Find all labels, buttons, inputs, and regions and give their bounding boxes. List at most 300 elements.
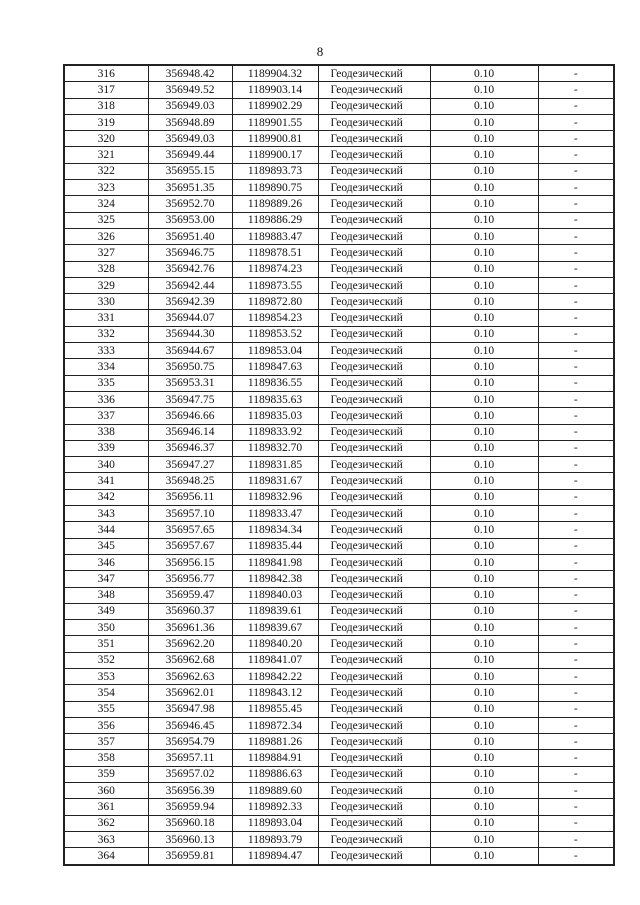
method-cell: Геодезический xyxy=(318,343,430,359)
description-cell: - xyxy=(538,212,614,228)
table-row xyxy=(64,636,614,652)
method-cell: Геодезический xyxy=(318,717,430,733)
y-coordinate-cell: 1189833.47 xyxy=(232,506,318,522)
table-row xyxy=(64,538,614,554)
method-cell: Геодезический xyxy=(318,587,430,603)
x-coordinate-cell: 356947.98 xyxy=(148,701,232,717)
point-number-cell: 354 xyxy=(64,685,148,701)
table-row xyxy=(64,424,614,440)
description-cell: - xyxy=(538,831,614,847)
error-cell: 0.10 xyxy=(430,783,538,799)
table-row xyxy=(64,343,614,359)
description-cell: - xyxy=(538,375,614,391)
description-cell: - xyxy=(538,636,614,652)
table-row xyxy=(64,506,614,522)
table-row xyxy=(64,766,614,782)
y-coordinate-cell: 1189833.92 xyxy=(232,424,318,440)
method-cell: Геодезический xyxy=(318,685,430,701)
method-cell: Геодезический xyxy=(318,750,430,766)
error-cell: 0.10 xyxy=(430,163,538,179)
point-number-cell: 350 xyxy=(64,620,148,636)
table-row xyxy=(64,82,614,98)
x-coordinate-cell: 356957.10 xyxy=(148,506,232,522)
x-coordinate-cell: 356942.76 xyxy=(148,261,232,277)
point-number-cell: 351 xyxy=(64,636,148,652)
y-coordinate-cell: 1189840.20 xyxy=(232,636,318,652)
table-row xyxy=(64,261,614,277)
error-cell: 0.10 xyxy=(430,196,538,212)
table-row xyxy=(64,163,614,179)
description-cell: - xyxy=(538,668,614,684)
error-cell: 0.10 xyxy=(430,228,538,244)
description-cell: - xyxy=(538,440,614,456)
method-cell: Геодезический xyxy=(318,375,430,391)
description-cell: - xyxy=(538,408,614,424)
method-cell: Геодезический xyxy=(318,326,430,342)
x-coordinate-cell: 356942.44 xyxy=(148,277,232,293)
error-cell: 0.10 xyxy=(430,359,538,375)
method-cell: Геодезический xyxy=(318,261,430,277)
table-row xyxy=(64,489,614,505)
description-cell: - xyxy=(538,196,614,212)
table-row xyxy=(64,717,614,733)
point-number-cell: 347 xyxy=(64,571,148,587)
y-coordinate-cell: 1189853.52 xyxy=(232,326,318,342)
y-coordinate-cell: 1189874.23 xyxy=(232,261,318,277)
table-row xyxy=(64,734,614,750)
y-coordinate-cell: 1189831.67 xyxy=(232,473,318,489)
coordinates-table-body xyxy=(64,65,614,865)
method-cell: Геодезический xyxy=(318,277,430,293)
description-cell: - xyxy=(538,457,614,473)
description-cell: - xyxy=(538,571,614,587)
error-cell: 0.10 xyxy=(430,440,538,456)
method-cell: Геодезический xyxy=(318,522,430,538)
y-coordinate-cell: 1189900.81 xyxy=(232,131,318,147)
y-coordinate-cell: 1189841.98 xyxy=(232,554,318,570)
y-coordinate-cell: 1189832.96 xyxy=(232,489,318,505)
point-number-cell: 317 xyxy=(64,82,148,98)
error-cell: 0.10 xyxy=(430,652,538,668)
description-cell: - xyxy=(538,180,614,196)
point-number-cell: 331 xyxy=(64,310,148,326)
error-cell: 0.10 xyxy=(430,734,538,750)
x-coordinate-cell: 356946.75 xyxy=(148,245,232,261)
y-coordinate-cell: 1189904.32 xyxy=(232,65,318,82)
description-cell: - xyxy=(538,98,614,114)
x-coordinate-cell: 356961.36 xyxy=(148,620,232,636)
error-cell: 0.10 xyxy=(430,766,538,782)
error-cell: 0.10 xyxy=(430,489,538,505)
y-coordinate-cell: 1189835.03 xyxy=(232,408,318,424)
error-cell: 0.10 xyxy=(430,147,538,163)
point-number-cell: 325 xyxy=(64,212,148,228)
y-coordinate-cell: 1189889.60 xyxy=(232,783,318,799)
x-coordinate-cell: 356947.75 xyxy=(148,391,232,407)
y-coordinate-cell: 1189903.14 xyxy=(232,82,318,98)
y-coordinate-cell: 1189839.67 xyxy=(232,620,318,636)
method-cell: Геодезический xyxy=(318,538,430,554)
method-cell: Геодезический xyxy=(318,489,430,505)
x-coordinate-cell: 356948.25 xyxy=(148,473,232,489)
x-coordinate-cell: 356946.66 xyxy=(148,408,232,424)
point-number-cell: 316 xyxy=(64,65,148,82)
table-row xyxy=(64,359,614,375)
point-number-cell: 342 xyxy=(64,489,148,505)
y-coordinate-cell: 1189886.63 xyxy=(232,766,318,782)
point-number-cell: 318 xyxy=(64,98,148,114)
x-coordinate-cell: 356960.18 xyxy=(148,815,232,831)
x-coordinate-cell: 356946.14 xyxy=(148,424,232,440)
error-cell: 0.10 xyxy=(430,701,538,717)
error-cell: 0.10 xyxy=(430,310,538,326)
method-cell: Геодезический xyxy=(318,212,430,228)
point-number-cell: 333 xyxy=(64,343,148,359)
point-number-cell: 353 xyxy=(64,668,148,684)
y-coordinate-cell: 1189842.38 xyxy=(232,571,318,587)
method-cell: Геодезический xyxy=(318,391,430,407)
error-cell: 0.10 xyxy=(430,277,538,293)
point-number-cell: 357 xyxy=(64,734,148,750)
error-cell: 0.10 xyxy=(430,685,538,701)
x-coordinate-cell: 356957.11 xyxy=(148,750,232,766)
x-coordinate-cell: 356962.63 xyxy=(148,668,232,684)
point-number-cell: 336 xyxy=(64,391,148,407)
method-cell: Геодезический xyxy=(318,831,430,847)
x-coordinate-cell: 356957.65 xyxy=(148,522,232,538)
error-cell: 0.10 xyxy=(430,326,538,342)
method-cell: Геодезический xyxy=(318,245,430,261)
table-row xyxy=(64,212,614,228)
table-row xyxy=(64,652,614,668)
y-coordinate-cell: 1189839.61 xyxy=(232,603,318,619)
y-coordinate-cell: 1189835.63 xyxy=(232,391,318,407)
point-number-cell: 344 xyxy=(64,522,148,538)
description-cell: - xyxy=(538,506,614,522)
x-coordinate-cell: 356944.67 xyxy=(148,343,232,359)
x-coordinate-cell: 356956.77 xyxy=(148,571,232,587)
table-row xyxy=(64,668,614,684)
error-cell: 0.10 xyxy=(430,668,538,684)
y-coordinate-cell: 1189836.55 xyxy=(232,375,318,391)
y-coordinate-cell: 1189893.79 xyxy=(232,831,318,847)
y-coordinate-cell: 1189901.55 xyxy=(232,114,318,130)
description-cell: - xyxy=(538,522,614,538)
method-cell: Геодезический xyxy=(318,98,430,114)
description-cell: - xyxy=(538,163,614,179)
error-cell: 0.10 xyxy=(430,620,538,636)
description-cell: - xyxy=(538,147,614,163)
error-cell: 0.10 xyxy=(430,554,538,570)
method-cell: Геодезический xyxy=(318,554,430,570)
method-cell: Геодезический xyxy=(318,506,430,522)
page-number: 8 xyxy=(316,44,324,59)
x-coordinate-cell: 356947.27 xyxy=(148,457,232,473)
error-cell: 0.10 xyxy=(430,375,538,391)
method-cell: Геодезический xyxy=(318,734,430,750)
description-cell: - xyxy=(538,359,614,375)
point-number-cell: 334 xyxy=(64,359,148,375)
x-coordinate-cell: 356951.40 xyxy=(148,228,232,244)
point-number-cell: 364 xyxy=(64,848,148,865)
table-row xyxy=(64,326,614,342)
table-row xyxy=(64,245,614,261)
table-row xyxy=(64,310,614,326)
coordinates-table xyxy=(63,64,615,866)
method-cell: Геодезический xyxy=(318,766,430,782)
x-coordinate-cell: 356953.31 xyxy=(148,375,232,391)
point-number-cell: 319 xyxy=(64,114,148,130)
y-coordinate-cell: 1189847.63 xyxy=(232,359,318,375)
description-cell: - xyxy=(538,799,614,815)
description-cell: - xyxy=(538,783,614,799)
y-coordinate-cell: 1189890.75 xyxy=(232,180,318,196)
description-cell: - xyxy=(538,587,614,603)
x-coordinate-cell: 356946.45 xyxy=(148,717,232,733)
description-cell: - xyxy=(538,65,614,82)
error-cell: 0.10 xyxy=(430,65,538,82)
method-cell: Геодезический xyxy=(318,701,430,717)
error-cell: 0.10 xyxy=(430,391,538,407)
table-row xyxy=(64,375,614,391)
point-number-cell: 349 xyxy=(64,603,148,619)
x-coordinate-cell: 356949.52 xyxy=(148,82,232,98)
y-coordinate-cell: 1189902.29 xyxy=(232,98,318,114)
point-number-cell: 360 xyxy=(64,783,148,799)
point-number-cell: 339 xyxy=(64,440,148,456)
point-number-cell: 335 xyxy=(64,375,148,391)
error-cell: 0.10 xyxy=(430,848,538,865)
x-coordinate-cell: 356948.89 xyxy=(148,114,232,130)
point-number-cell: 361 xyxy=(64,799,148,815)
description-cell: - xyxy=(538,620,614,636)
x-coordinate-cell: 356957.02 xyxy=(148,766,232,782)
description-cell: - xyxy=(538,245,614,261)
method-cell: Геодезический xyxy=(318,131,430,147)
point-number-cell: 332 xyxy=(64,326,148,342)
description-cell: - xyxy=(538,473,614,489)
error-cell: 0.10 xyxy=(430,636,538,652)
error-cell: 0.10 xyxy=(430,114,538,130)
table-row xyxy=(64,603,614,619)
x-coordinate-cell: 356948.42 xyxy=(148,65,232,82)
error-cell: 0.10 xyxy=(430,799,538,815)
x-coordinate-cell: 356960.37 xyxy=(148,603,232,619)
y-coordinate-cell: 1189843.12 xyxy=(232,685,318,701)
table-row xyxy=(64,473,614,489)
table-row xyxy=(64,587,614,603)
table-row xyxy=(64,457,614,473)
error-cell: 0.10 xyxy=(430,343,538,359)
x-coordinate-cell: 356942.39 xyxy=(148,294,232,310)
x-coordinate-cell: 356950.75 xyxy=(148,359,232,375)
error-cell: 0.10 xyxy=(430,717,538,733)
x-coordinate-cell: 356955.15 xyxy=(148,163,232,179)
table-row xyxy=(64,196,614,212)
error-cell: 0.10 xyxy=(430,538,538,554)
error-cell: 0.10 xyxy=(430,212,538,228)
method-cell: Геодезический xyxy=(318,457,430,473)
error-cell: 0.10 xyxy=(430,587,538,603)
y-coordinate-cell: 1189831.85 xyxy=(232,457,318,473)
error-cell: 0.10 xyxy=(430,750,538,766)
method-cell: Геодезический xyxy=(318,668,430,684)
y-coordinate-cell: 1189853.04 xyxy=(232,343,318,359)
x-coordinate-cell: 356949.03 xyxy=(148,131,232,147)
y-coordinate-cell: 1189900.17 xyxy=(232,147,318,163)
x-coordinate-cell: 356956.11 xyxy=(148,489,232,505)
description-cell: - xyxy=(538,294,614,310)
y-coordinate-cell: 1189889.26 xyxy=(232,196,318,212)
y-coordinate-cell: 1189873.55 xyxy=(232,277,318,293)
y-coordinate-cell: 1189832.70 xyxy=(232,440,318,456)
x-coordinate-cell: 356956.39 xyxy=(148,783,232,799)
table-row xyxy=(64,65,614,82)
method-cell: Геодезический xyxy=(318,196,430,212)
point-number-cell: 323 xyxy=(64,180,148,196)
method-cell: Геодезический xyxy=(318,228,430,244)
point-number-cell: 338 xyxy=(64,424,148,440)
description-cell: - xyxy=(538,310,614,326)
point-number-cell: 341 xyxy=(64,473,148,489)
x-coordinate-cell: 356952.70 xyxy=(148,196,232,212)
method-cell: Геодезический xyxy=(318,65,430,82)
table-row xyxy=(64,685,614,701)
table-row xyxy=(64,391,614,407)
y-coordinate-cell: 1189842.22 xyxy=(232,668,318,684)
point-number-cell: 352 xyxy=(64,652,148,668)
description-cell: - xyxy=(538,717,614,733)
error-cell: 0.10 xyxy=(430,294,538,310)
y-coordinate-cell: 1189893.04 xyxy=(232,815,318,831)
error-cell: 0.10 xyxy=(430,473,538,489)
x-coordinate-cell: 356944.30 xyxy=(148,326,232,342)
y-coordinate-cell: 1189854.23 xyxy=(232,310,318,326)
description-cell: - xyxy=(538,685,614,701)
description-cell: - xyxy=(538,538,614,554)
table-row xyxy=(64,799,614,815)
method-cell: Геодезический xyxy=(318,82,430,98)
y-coordinate-cell: 1189835.44 xyxy=(232,538,318,554)
y-coordinate-cell: 1189841.07 xyxy=(232,652,318,668)
error-cell: 0.10 xyxy=(430,98,538,114)
x-coordinate-cell: 356959.47 xyxy=(148,587,232,603)
y-coordinate-cell: 1189872.34 xyxy=(232,717,318,733)
y-coordinate-cell: 1189834.34 xyxy=(232,522,318,538)
point-number-cell: 324 xyxy=(64,196,148,212)
table-row xyxy=(64,228,614,244)
error-cell: 0.10 xyxy=(430,815,538,831)
point-number-cell: 348 xyxy=(64,587,148,603)
point-number-cell: 326 xyxy=(64,228,148,244)
method-cell: Геодезический xyxy=(318,440,430,456)
description-cell: - xyxy=(538,391,614,407)
method-cell: Геодезический xyxy=(318,799,430,815)
description-cell: - xyxy=(538,734,614,750)
point-number-cell: 356 xyxy=(64,717,148,733)
point-number-cell: 355 xyxy=(64,701,148,717)
description-cell: - xyxy=(538,652,614,668)
error-cell: 0.10 xyxy=(430,506,538,522)
description-cell: - xyxy=(538,343,614,359)
table-row xyxy=(64,831,614,847)
point-number-cell: 346 xyxy=(64,554,148,570)
y-coordinate-cell: 1189881.26 xyxy=(232,734,318,750)
table-row xyxy=(64,131,614,147)
method-cell: Геодезический xyxy=(318,603,430,619)
point-number-cell: 343 xyxy=(64,506,148,522)
point-number-cell: 340 xyxy=(64,457,148,473)
method-cell: Геодезический xyxy=(318,815,430,831)
y-coordinate-cell: 1189886.29 xyxy=(232,212,318,228)
table-row xyxy=(64,147,614,163)
description-cell: - xyxy=(538,114,614,130)
point-number-cell: 328 xyxy=(64,261,148,277)
x-coordinate-cell: 356957.67 xyxy=(148,538,232,554)
y-coordinate-cell: 1189883.47 xyxy=(232,228,318,244)
method-cell: Геодезический xyxy=(318,359,430,375)
error-cell: 0.10 xyxy=(430,603,538,619)
error-cell: 0.10 xyxy=(430,82,538,98)
x-coordinate-cell: 356951.35 xyxy=(148,180,232,196)
error-cell: 0.10 xyxy=(430,571,538,587)
table-row xyxy=(64,554,614,570)
y-coordinate-cell: 1189893.73 xyxy=(232,163,318,179)
point-number-cell: 362 xyxy=(64,815,148,831)
x-coordinate-cell: 356944.07 xyxy=(148,310,232,326)
point-number-cell: 330 xyxy=(64,294,148,310)
x-coordinate-cell: 356949.03 xyxy=(148,98,232,114)
x-coordinate-cell: 356946.37 xyxy=(148,440,232,456)
description-cell: - xyxy=(538,326,614,342)
method-cell: Геодезический xyxy=(318,571,430,587)
description-cell: - xyxy=(538,228,614,244)
table-row xyxy=(64,620,614,636)
error-cell: 0.10 xyxy=(430,831,538,847)
method-cell: Геодезический xyxy=(318,783,430,799)
point-number-cell: 322 xyxy=(64,163,148,179)
error-cell: 0.10 xyxy=(430,408,538,424)
description-cell: - xyxy=(538,131,614,147)
point-number-cell: 329 xyxy=(64,277,148,293)
method-cell: Геодезический xyxy=(318,163,430,179)
table-row xyxy=(64,98,614,114)
method-cell: Геодезический xyxy=(318,294,430,310)
y-coordinate-cell: 1189840.03 xyxy=(232,587,318,603)
error-cell: 0.10 xyxy=(430,522,538,538)
description-cell: - xyxy=(538,277,614,293)
point-number-cell: 320 xyxy=(64,131,148,147)
x-coordinate-cell: 356954.79 xyxy=(148,734,232,750)
error-cell: 0.10 xyxy=(430,457,538,473)
table-row xyxy=(64,750,614,766)
error-cell: 0.10 xyxy=(430,245,538,261)
y-coordinate-cell: 1189892.33 xyxy=(232,799,318,815)
x-coordinate-cell: 356959.94 xyxy=(148,799,232,815)
description-cell: - xyxy=(538,750,614,766)
method-cell: Геодезический xyxy=(318,114,430,130)
description-cell: - xyxy=(538,766,614,782)
x-coordinate-cell: 356960.13 xyxy=(148,831,232,847)
table-row xyxy=(64,180,614,196)
table-row xyxy=(64,522,614,538)
method-cell: Геодезический xyxy=(318,620,430,636)
method-cell: Геодезический xyxy=(318,652,430,668)
table-row xyxy=(64,701,614,717)
description-cell: - xyxy=(538,815,614,831)
y-coordinate-cell: 1189884.91 xyxy=(232,750,318,766)
method-cell: Геодезический xyxy=(318,636,430,652)
